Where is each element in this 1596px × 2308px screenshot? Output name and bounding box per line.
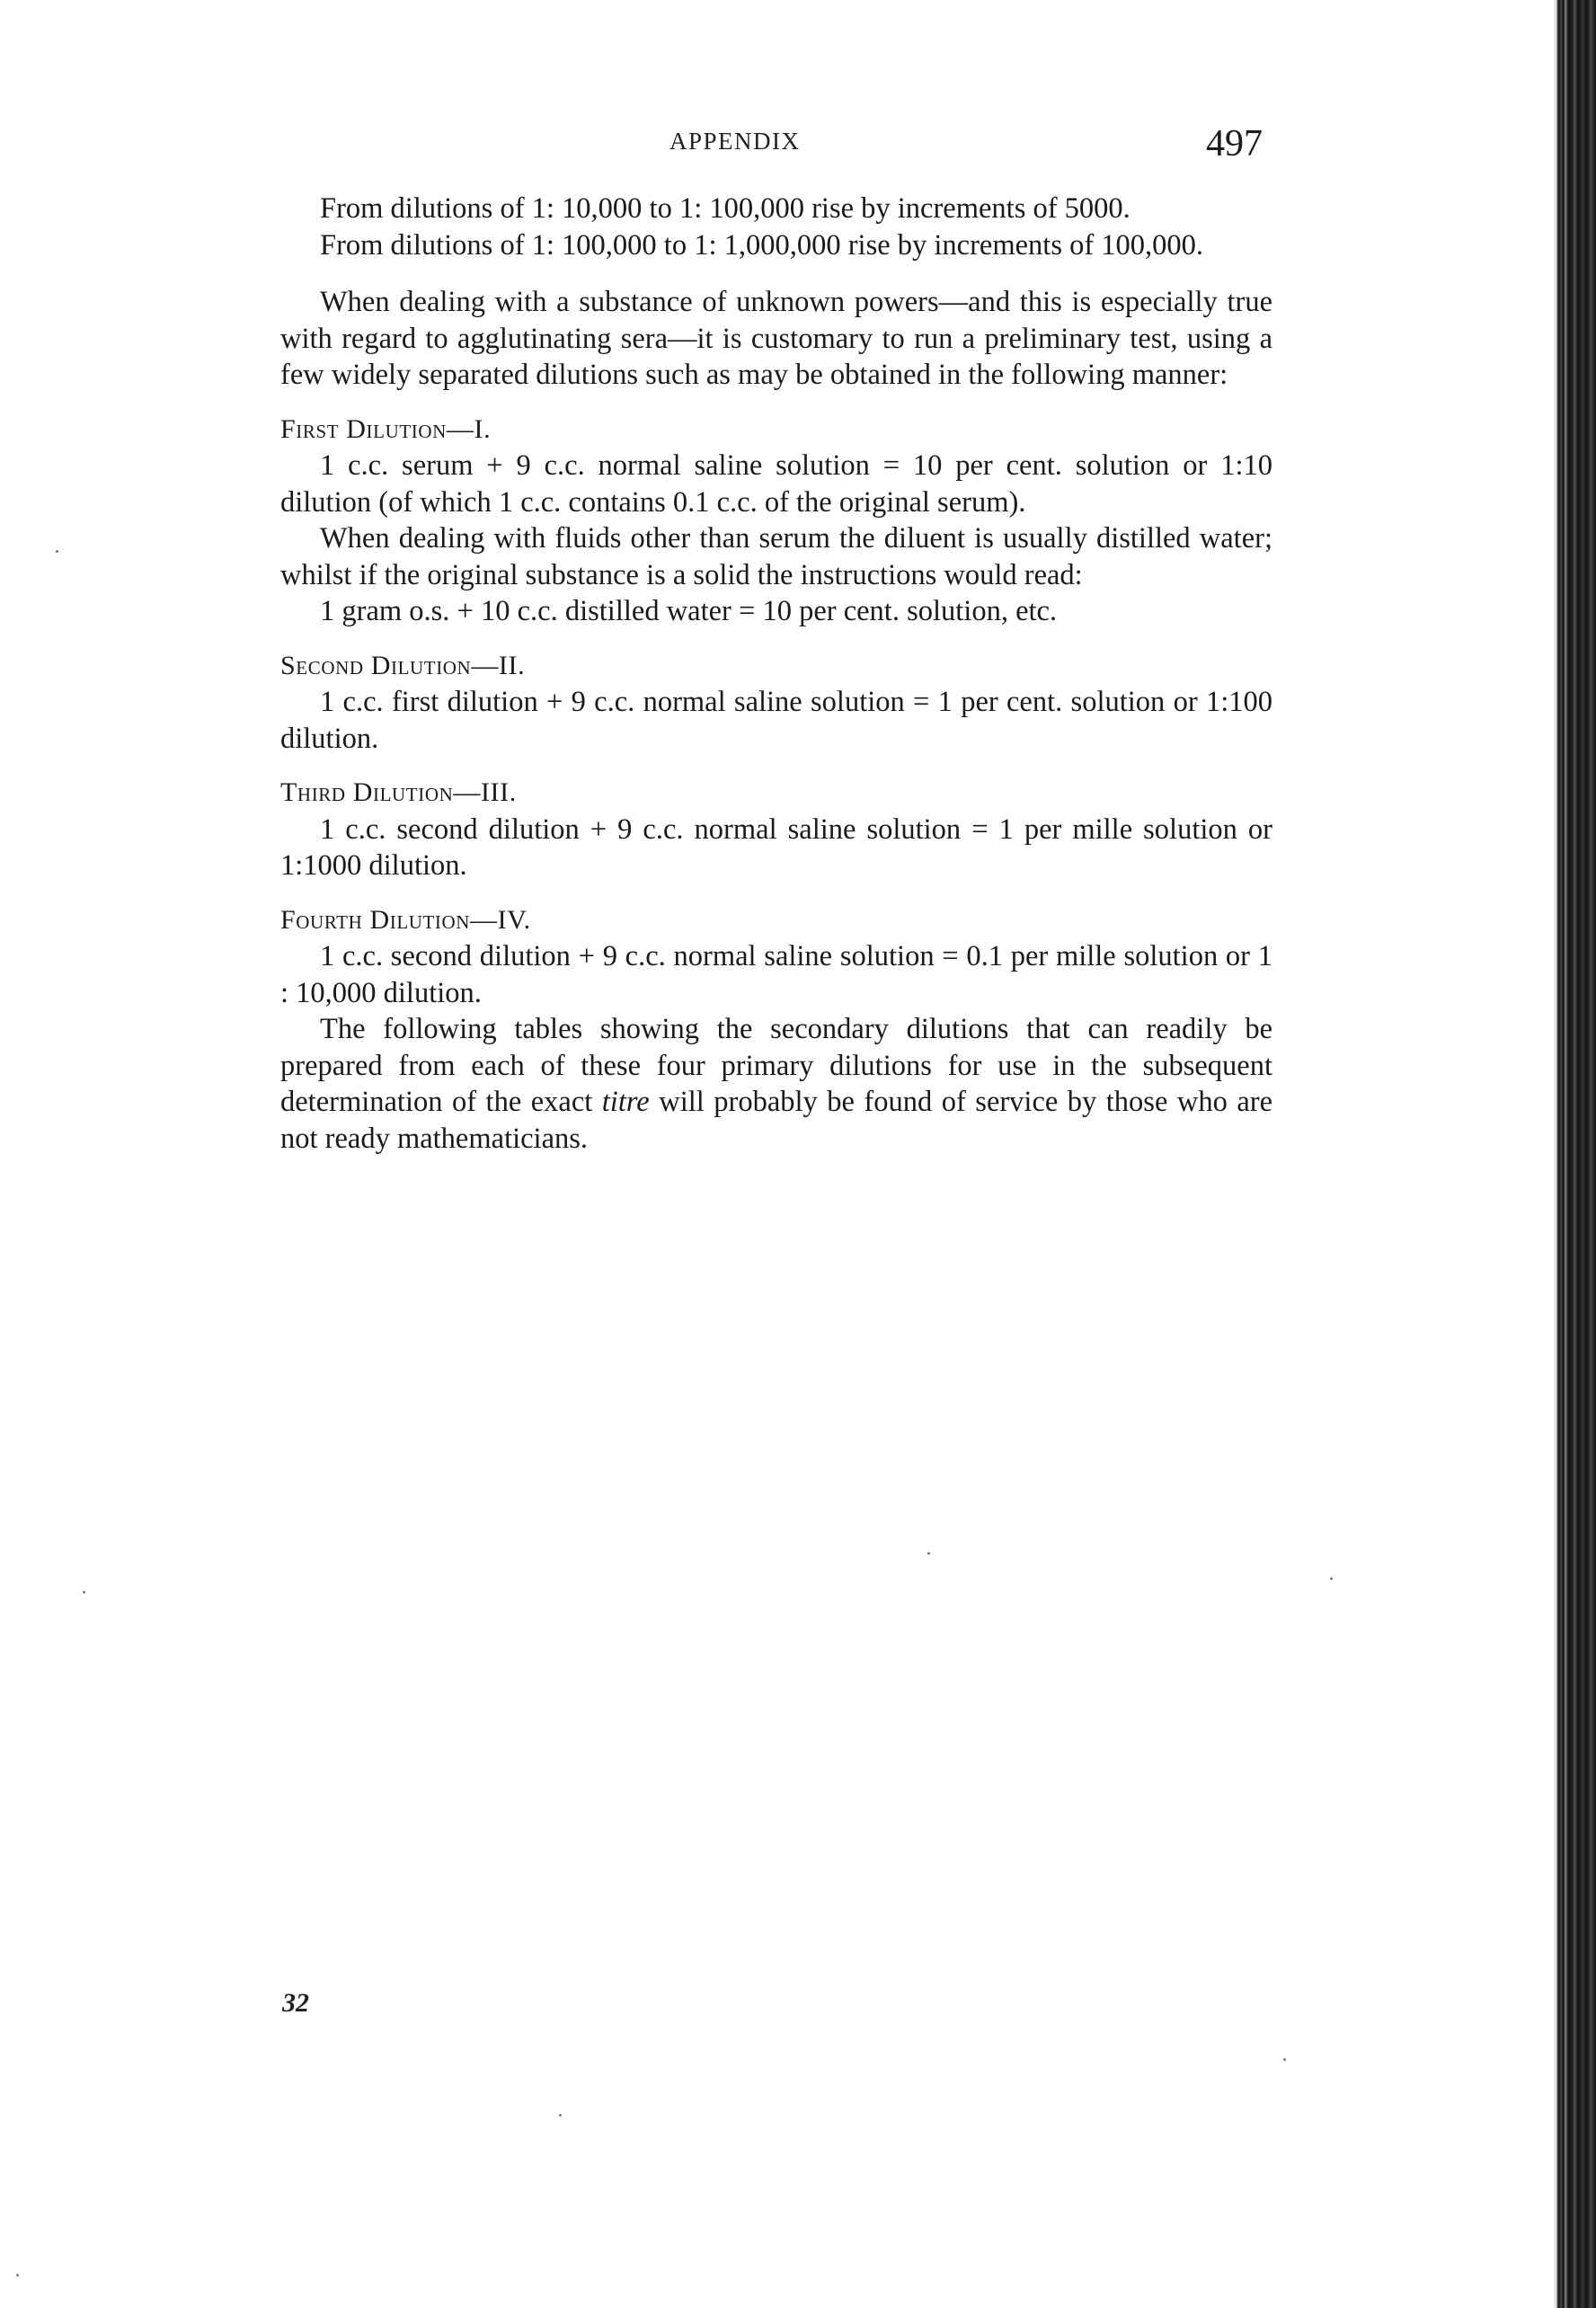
first-dilution-note: When dealing with fluids other than serum the diluent is usually distilled water; whilst if the original substance is a solid the instructions would read: — [280, 522, 1272, 591]
fourth-dilution-equation: 1 c.c. second dilution + 9 c.c. normal saline solution = 0.1 per mille solution or 1 : 10,000 dilution. — [280, 940, 1272, 1009]
binding-edge — [1553, 0, 1596, 2308]
second-dilution-heading: Second Dilution—II. — [280, 650, 526, 680]
scan-speck — [1283, 2058, 1286, 2061]
page-body — [280, 191, 1272, 1157]
page-number: 497 — [1206, 123, 1263, 164]
first-dilution-solid-equation: 1 gram o.s. + 10 c.c. distilled water = 10 per cent. solution, etc. — [320, 595, 1058, 627]
first-dilution-equation: 1 c.c. serum + 9 c.c. normal saline solution = 10 per cent. solution or 1:10 dilution (of which 1 c.c. contains 0.1 c.c. of the original serum). — [280, 449, 1272, 519]
scan-speck — [927, 1552, 930, 1555]
closing-text-before: The following tables showing the secondary dilutions that can readily be prepared from each of these four primary dilutions for use in the subsequent determination of the exact — [280, 1013, 1272, 1118]
scan-speck — [1330, 1577, 1333, 1580]
scan-speck — [56, 550, 58, 553]
scan-speck — [83, 1591, 85, 1593]
scan-speck — [16, 2274, 19, 2277]
scan-speck — [559, 2114, 562, 2117]
closing-paragraph — [280, 1011, 1272, 1157]
third-dilution-equation: 1 c.c. second dilution + 9 c.c. normal saline solution = 1 per mille solution or 1:1000 dilution. — [280, 812, 1272, 882]
signature-mark: 32 — [282, 1988, 309, 2018]
running-header-title: APPENDIX — [669, 128, 801, 155]
increments-paragraph-2: From dilutions of 1: 100,000 to 1: 1,000,000 rise by increments of 100,000. — [320, 228, 1204, 262]
intro-paragraph: When dealing with a substance of unknown powers—and this is especially true with regard to agglutinating sera—it is customary to run a preliminary test, using a few widely separated dilutions such as may be obtained in the following manner: — [280, 286, 1272, 391]
first-dilution-heading: First Dilution—I. — [280, 413, 492, 444]
increments-paragraph-1: From dilutions of 1: 10,000 to 1: 100,000 rise by increments of 5000. — [320, 192, 1130, 225]
closing-italic-titre: titre — [601, 1086, 650, 1118]
fourth-dilution-heading: Fourth Dilution—IV. — [280, 904, 531, 935]
third-dilution-heading: Third Dilution—III. — [280, 777, 517, 807]
closing-text-after: will probably be found of service by those who are not ready mathematicians. — [280, 1086, 1272, 1155]
second-dilution-equation: 1 c.c. first dilution + 9 c.c. normal saline solution = 1 per cent. solution or 1:100 dilution. — [280, 686, 1272, 755]
